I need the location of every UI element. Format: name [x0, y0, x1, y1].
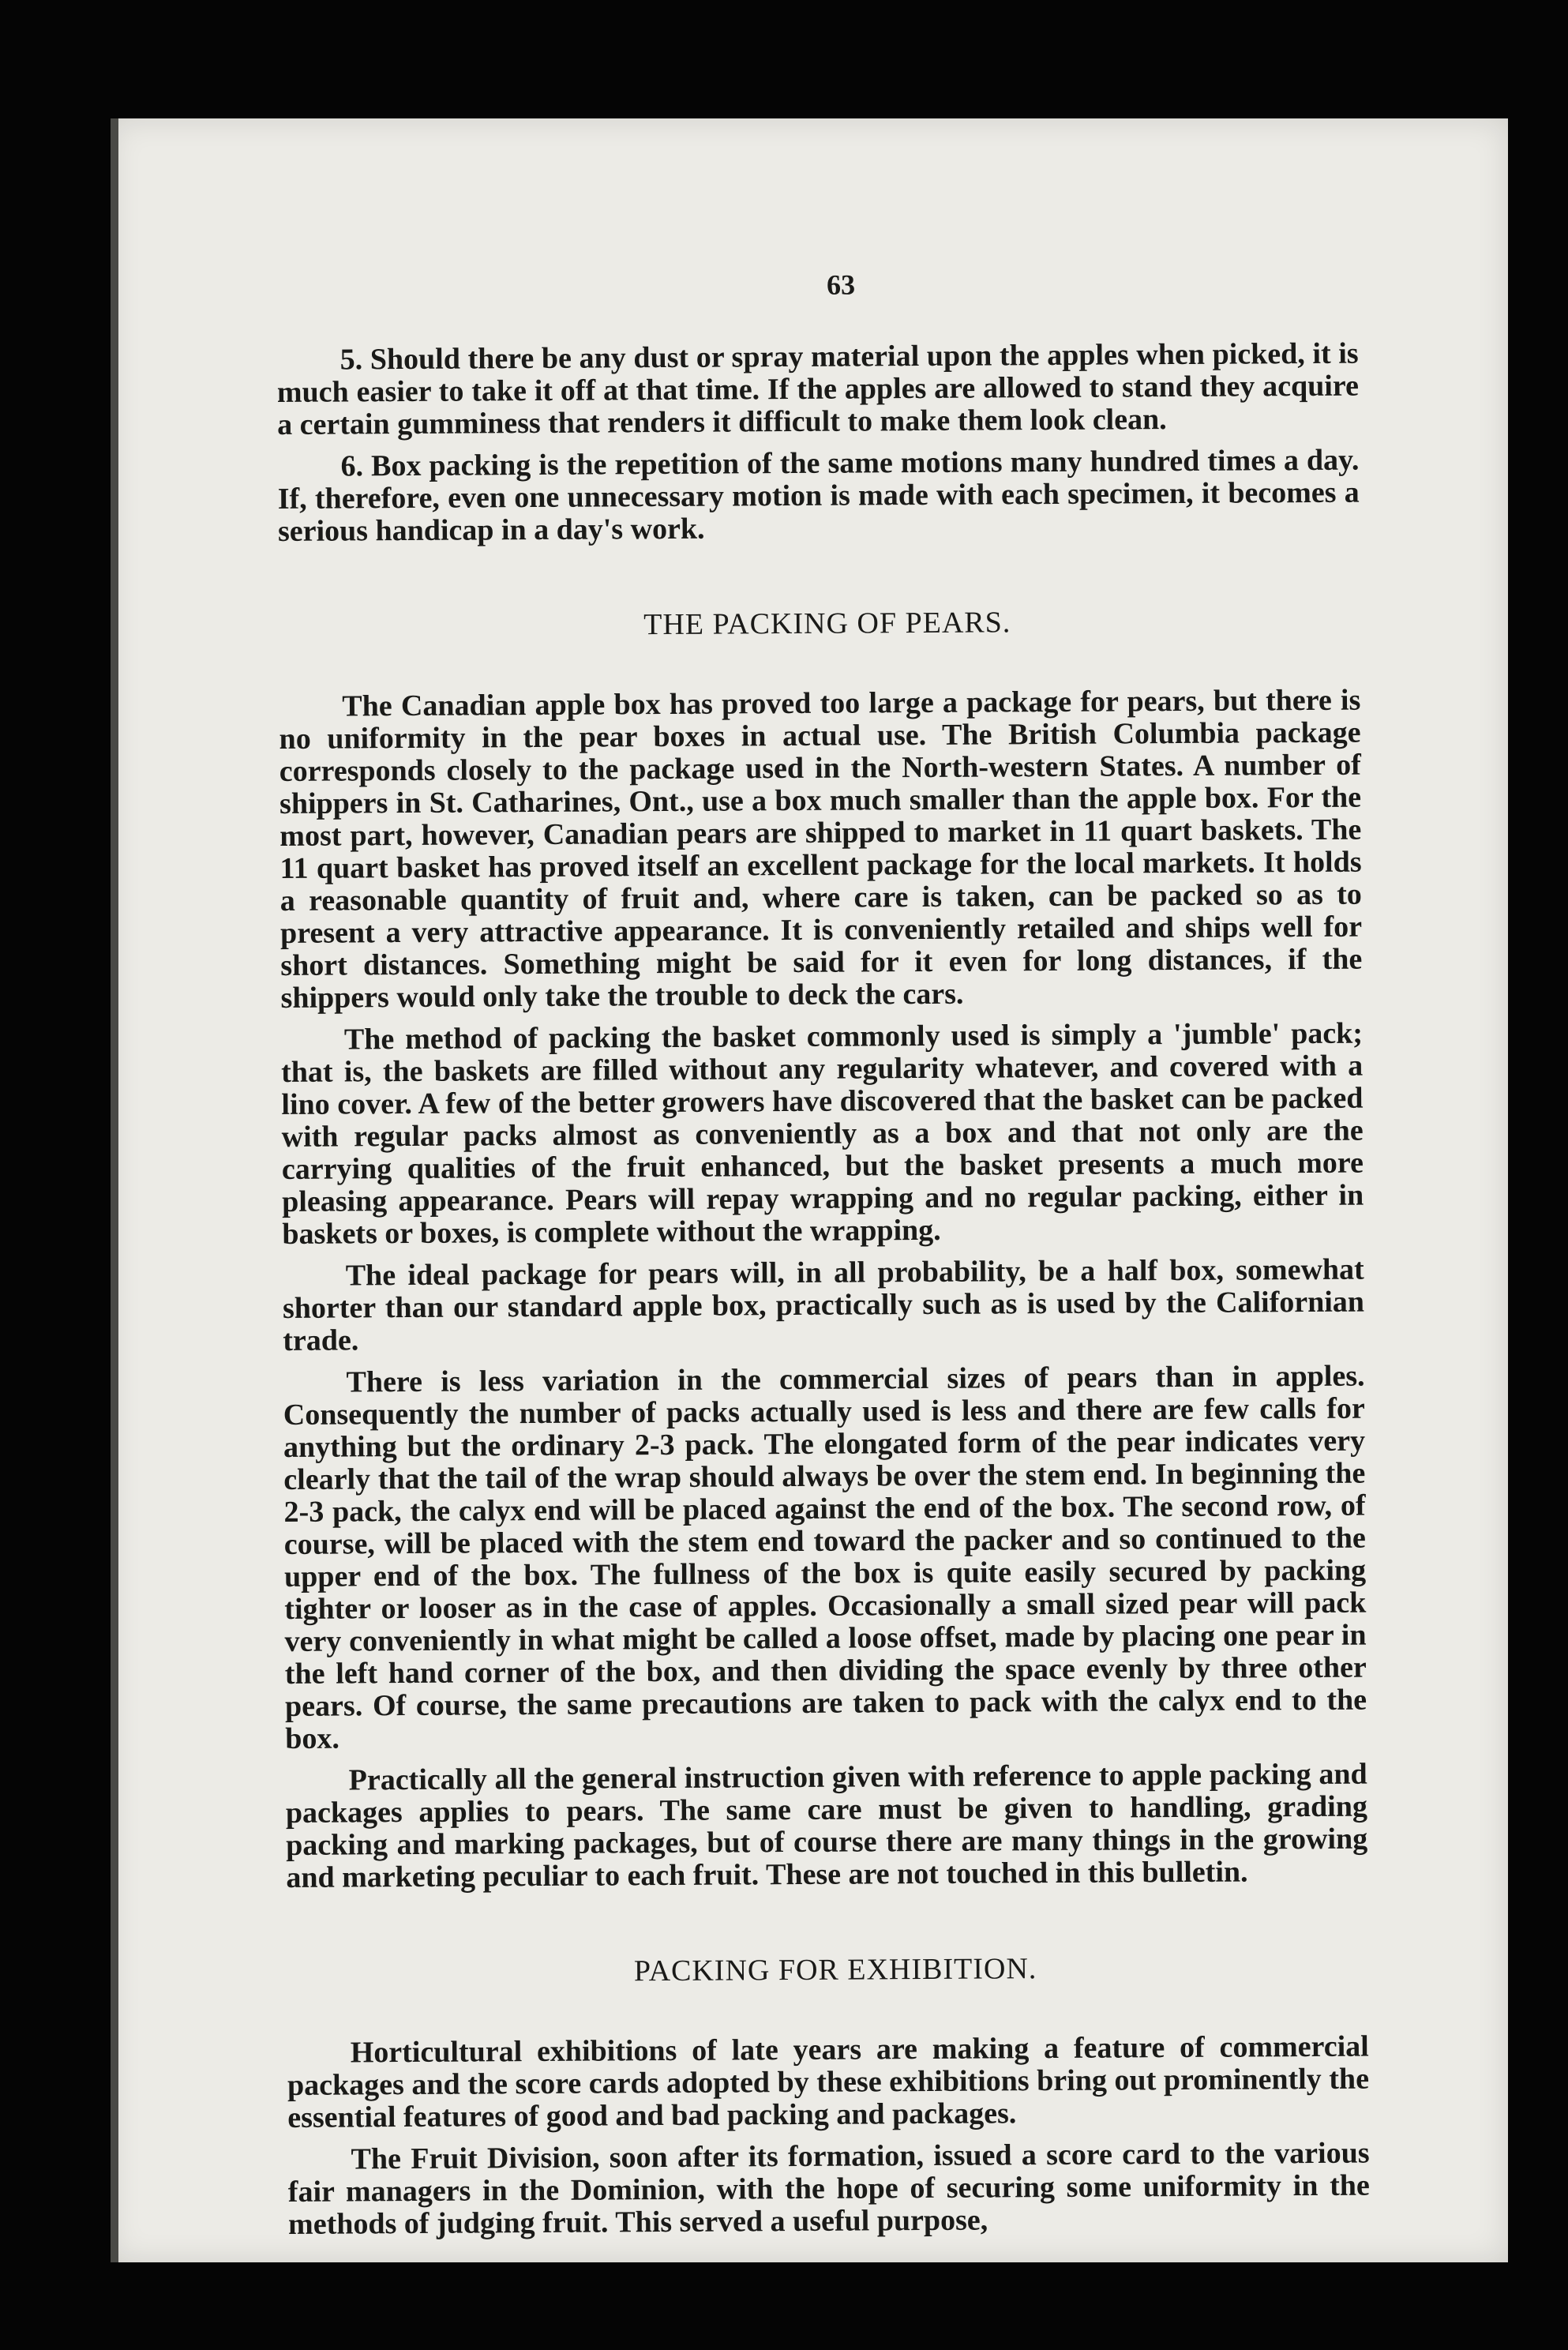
pears-paragraph-4: There is less variation in the commercial sizes of pears than in apples. Consequently the number of packs actually used is less and there are few calls for anything but the ordinary 2-3 pack. The elongated form of the pear indicates very clearly that the tail of the wrap should always be over the stem end. In beginning the 2-3 pack, the calyx end will be placed against the end of the box. The second row, of course, will be placed with the stem end toward the packer and so continued to the upper end of the box. The fullness of the box is quite easily secured by packing tighter or looser as in the case of apples. Occasionally a small sized pear will pack very conveniently in what might be called a loose offset, made by placing one pear in the left hand corner of the box, and then dividing the space evenly by three other pears. Of course, the same precautions are taken to pack with the calyx end to the box. — [283, 1359, 1367, 1755]
section-heading-pears: THE PACKING OF PEARS. — [643, 606, 1011, 642]
intro-paragraph-6: 6. Box packing is the repetition of the same motions many hundred times a day. If, therefore, even one unnecessary motion is made with each specimen, it becomes a serious handicap in a day's work. — [277, 443, 1360, 548]
pears-paragraph-2: The method of packing the basket commonly used is simply a 'jumble' pack; that is, the baskets are filled without any regularity whatever, and covered with a lino cover. A few of the better growers have discovered that the basket can be packed with regular packs almost as conveniently as a box and that not only are the carrying qualities of the fruit enhanced, but the basket presents a much more pleasing appearance. Pears will repay wrapping and no regular packing, either in baskets or boxes, is complete without the wrapping. — [281, 1016, 1364, 1251]
section-heading-exhibition: PACKING FOR EXHIBITION. — [633, 1952, 1037, 1988]
pears-paragraph-5: Practically all the general instruction given with reference to apple packing and packages applies to pears. The same care must be given to handling, grading packing and marking packages, but of course there are many things in the growing and marketing peculiar to each fruit. These are not touched in this bulletin. — [285, 1757, 1368, 1894]
exhibition-paragraph-2: The Fruit Division, soon after its formation, issued a score card to the various fair managers in the Dominion, with the hope of securing some uniformity in the methods of judging fruit. This served a useful purpose, — [287, 2136, 1370, 2241]
page-number: 63 — [826, 268, 856, 301]
page-text-block — [276, 266, 1370, 2251]
pears-paragraph-3: The ideal package for pears will, in all probability, be a half box, somewhat shorter than our standard apple box, practically such as is used by the Californian trade. — [282, 1252, 1365, 1357]
page-binding-edge — [111, 118, 118, 2262]
pears-paragraph-1: The Canadian apple box has proved too large a package for pears, but there is no uniformity in the pear boxes in actual use. The British Columbia package corresponds closely to the package used in the North-western States. A number of shippers in St. Catharines, Ont., use a box much smaller than the apple box. For the most part, however, Canadian pears are shipped to market in 11 quart baskets. The 11 quart basket has proved itself an excellent package for the local markets. It holds a reasonable quantity of fruit and, where care is taken, can be packed so as to present a very attractive appearance. It is conveniently retailed and ships well for short distances. Something might be said for it even for long distances, if the shippers would only take the trouble to deck the cars. — [279, 683, 1363, 1015]
intro-paragraph-5: 5. Should there be any dust or spray material upon the apples when picked, it is much easier to take it off at that time. If the apples are allowed to stand they acquire a certain gumminess that renders it difficult to make them look clean. — [276, 336, 1360, 441]
document-page — [111, 118, 1508, 2262]
exhibition-paragraph-1: Horticultural exhibitions of late years are making a feature of commercial packages and the score cards adopted by these exhibitions bring out prominently the essential features of good and bad packing and packages. — [287, 2029, 1370, 2134]
